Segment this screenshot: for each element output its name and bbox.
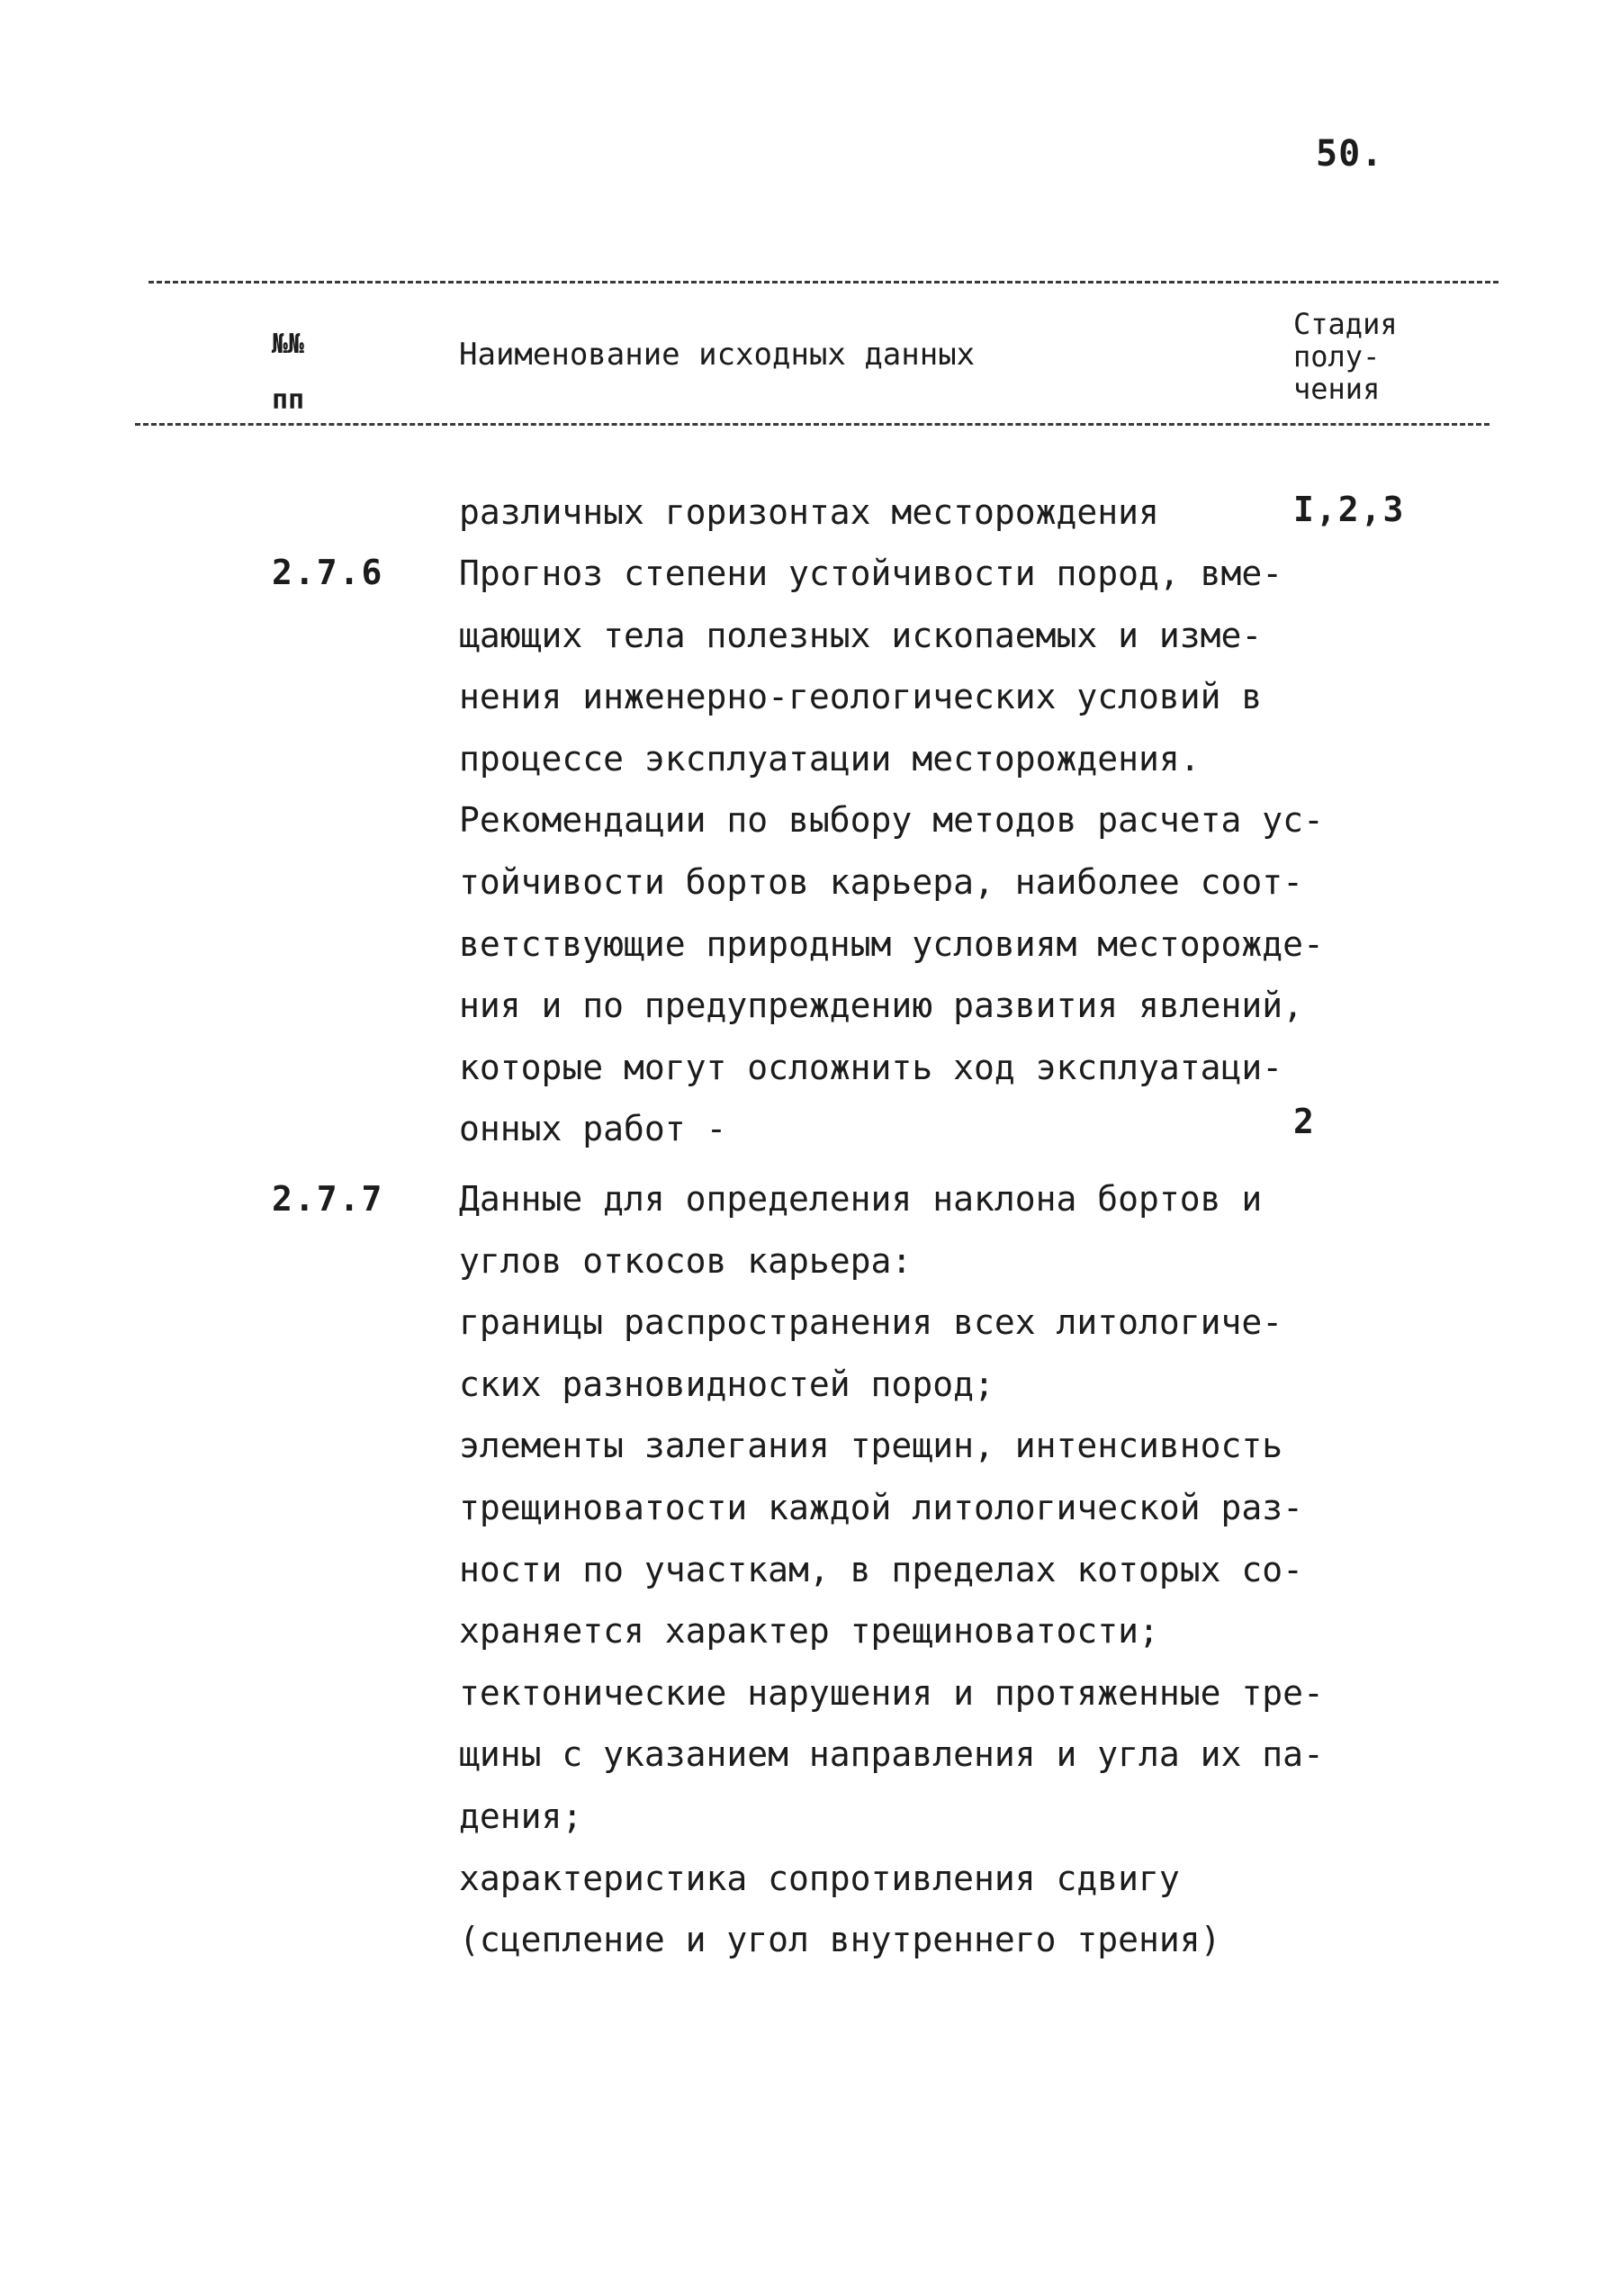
- text-line: элементы залегания трещин, интенсивность: [459, 1426, 1283, 1466]
- page-number: 50.: [1316, 133, 1384, 175]
- text-line: Рекомендации по выбору методов расчета ус-: [459, 800, 1324, 841]
- text-line: углов откосов карьера:: [459, 1240, 913, 1281]
- table-row-continuation-stage: I,2,3: [1293, 490, 1406, 529]
- text-line: тойчивости бортов карьера, наиболее соот-: [459, 861, 1303, 902]
- text-line: границы распространения всех литологиче-: [459, 1302, 1283, 1343]
- table-row-continuation-text: [459, 482, 1359, 544]
- text-line: онных работ -: [459, 1109, 727, 1149]
- text-line: Прогноз степени устойчивости пород, вме-: [459, 554, 1283, 593]
- text-line: различных горизонтах месторождения: [459, 492, 1159, 532]
- header-number-column: [272, 317, 304, 428]
- table-row-2-7-7-text: [459, 1168, 1359, 1971]
- text-line: дения;: [459, 1796, 583, 1836]
- text-line: процессе эксплуатации месторождения.: [459, 738, 1201, 779]
- text-line: характеристика сопротивления сдвигу: [459, 1858, 1180, 1898]
- header-stage-line-3: чения: [1293, 372, 1381, 406]
- table-row-2-7-7-number: 2.7.7: [272, 1179, 384, 1219]
- header-stage-line-1: Стадия: [1293, 307, 1398, 341]
- table-row-2-7-6-text: [459, 543, 1359, 1160]
- text-line: которые могут осложнить ход эксплуатаци-: [459, 1047, 1283, 1087]
- text-line: Данные для определения наклона бортов и: [459, 1179, 1263, 1219]
- header-number-label: №№: [272, 329, 305, 360]
- text-line: ности по участкам, в пределах которых со-: [459, 1549, 1303, 1589]
- header-name-column: Наименование исходных данных: [459, 337, 976, 373]
- text-line: щающих тела полезных ископаемых и изме-: [459, 615, 1263, 655]
- text-line: ветствующие природным условиям месторожде-: [459, 923, 1324, 964]
- table-header-top-rule: [148, 281, 1498, 284]
- text-line: тектонические нарушения и протяженные тре-: [459, 1672, 1324, 1713]
- header-number-sublabel: пп: [272, 384, 305, 416]
- table-header-bottom-rule: [135, 423, 1490, 426]
- text-line: трещиноватости каждой литологической раз-: [459, 1487, 1303, 1527]
- text-line: щины с указанием направления и угла их па-: [459, 1734, 1324, 1775]
- header-stage-column: [1293, 308, 1398, 405]
- text-line: (сцепление и угол внутреннего трения): [459, 1920, 1221, 1960]
- text-line: нения инженерно-геологических условий в: [459, 677, 1263, 717]
- text-line: ских разновидностей пород;: [459, 1364, 994, 1404]
- header-stage-line-2: полу-: [1293, 339, 1381, 374]
- text-line: храняется характер трещиноватости;: [459, 1611, 1159, 1652]
- table-row-2-7-6-stage: 2: [1293, 1102, 1316, 1141]
- table-row-2-7-6-number: 2.7.6: [272, 553, 384, 592]
- text-line: ния и по предупреждению развития явлений,: [459, 986, 1303, 1026]
